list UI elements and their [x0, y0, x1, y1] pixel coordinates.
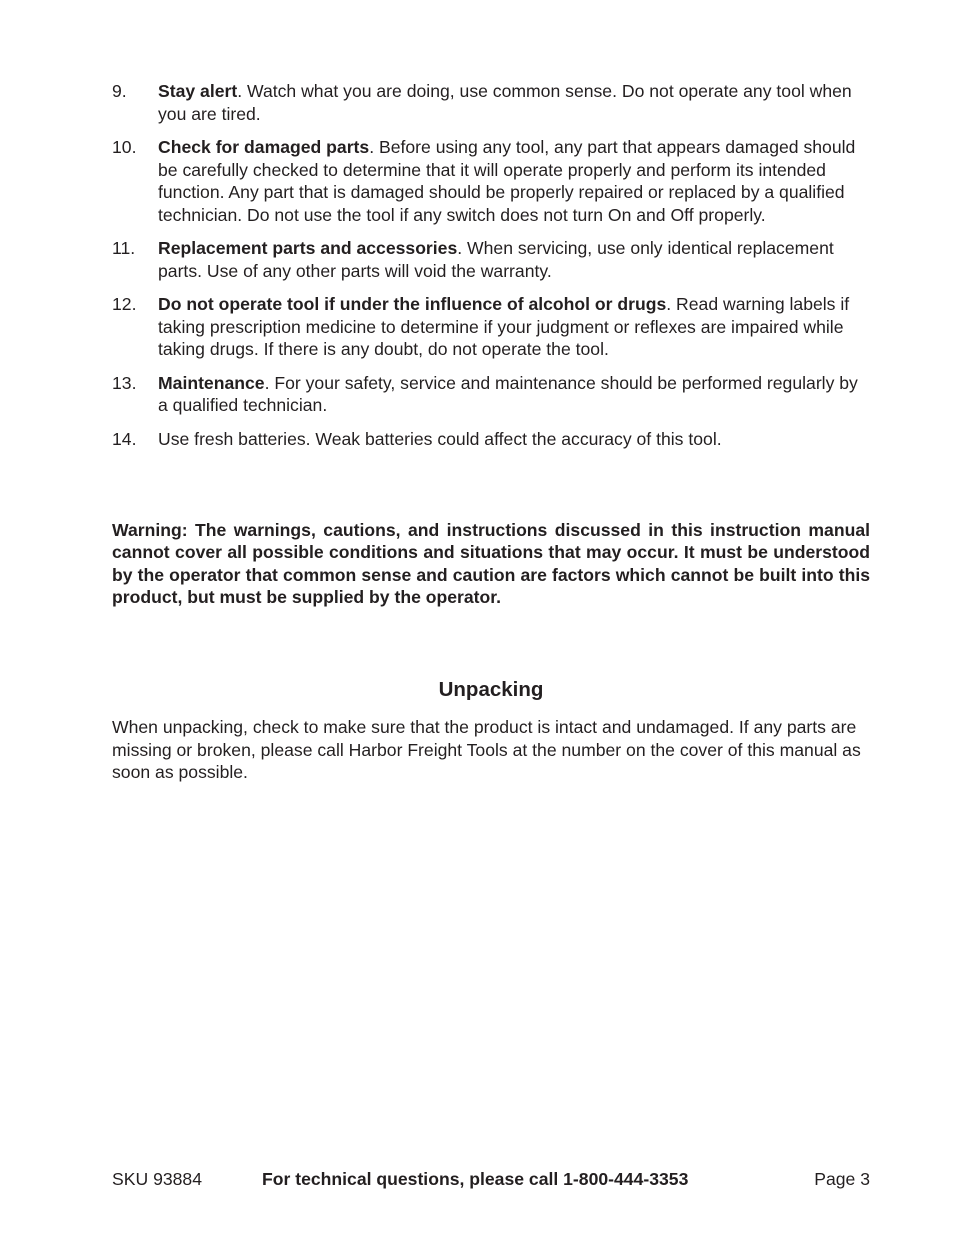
sku-label: SKU 93884	[112, 1169, 202, 1189]
item-number: 11.	[112, 238, 136, 258]
item-number: 12.	[112, 294, 137, 314]
item-heading: Check for damaged parts	[158, 137, 370, 157]
unpacking-title: Unpacking	[438, 678, 544, 701]
list-item	[112, 136, 872, 226]
item-heading: Stay alert	[158, 81, 238, 101]
item-text: . Watch what you are doing, use common sense. Do not operate any tool when you are tired.	[158, 81, 852, 124]
item-text: . Before using any tool, any part that appears damaged should be carefully checked to determine that it will operate properly and perform its intended function. Any part that is damaged should be properly repaired or replaced by a qualified technician. Do not use the tool if any switch does not turn On and Off properly.	[158, 137, 856, 225]
item-number: 9.	[112, 81, 127, 101]
item-number: 13.	[112, 372, 137, 393]
item-heading: Do not operate tool if under the influence of alcohol or drugs	[158, 294, 667, 314]
item-heading: Replacement parts and accessories	[158, 238, 458, 258]
item-text: Use fresh batteries. Weak batteries could affect the accuracy of this tool.	[158, 428, 722, 449]
list-item	[112, 80, 872, 125]
page-number: Page 3	[814, 1169, 870, 1189]
unpacking-body: When unpacking, check to make sure that the product is intact and undamaged. If any parts are missing or broken, please call Harbor Freight Tools at the number on the cover of this manual as soon as possible.	[112, 717, 861, 782]
item-text: . Read warning labels if taking prescription medicine to determine if your judgment or reflexes are impaired while taking drugs. If there is any doubt, do not operate the tool.	[158, 294, 850, 359]
list-item	[112, 293, 872, 361]
tech-support-line: For technical questions, please call 1-800-444-3353	[262, 1169, 689, 1189]
item-number: 10.	[112, 137, 137, 157]
list-item	[112, 428, 872, 451]
warning-paragraph: Warning: The warnings, cautions, and instructions discussed in this instruction manual cannot cover all possible conditions and situations that may occur. It must be understood by the operator that common sense and caution are factors which cannot be built into this product, but must be supplied by the operator.	[112, 520, 870, 608]
item-heading: Maintenance	[158, 372, 265, 393]
page-footer	[112, 1168, 870, 1192]
item-text: . For your safety, service and maintenance should be performed regularly by a qualified technician.	[158, 372, 858, 415]
safety-list	[112, 80, 872, 461]
list-item	[112, 372, 872, 417]
list-item	[112, 237, 872, 282]
item-text: . When servicing, use only identical replacement parts. Use of any other parts will void the warranty.	[158, 238, 834, 281]
item-number: 14.	[112, 428, 137, 449]
